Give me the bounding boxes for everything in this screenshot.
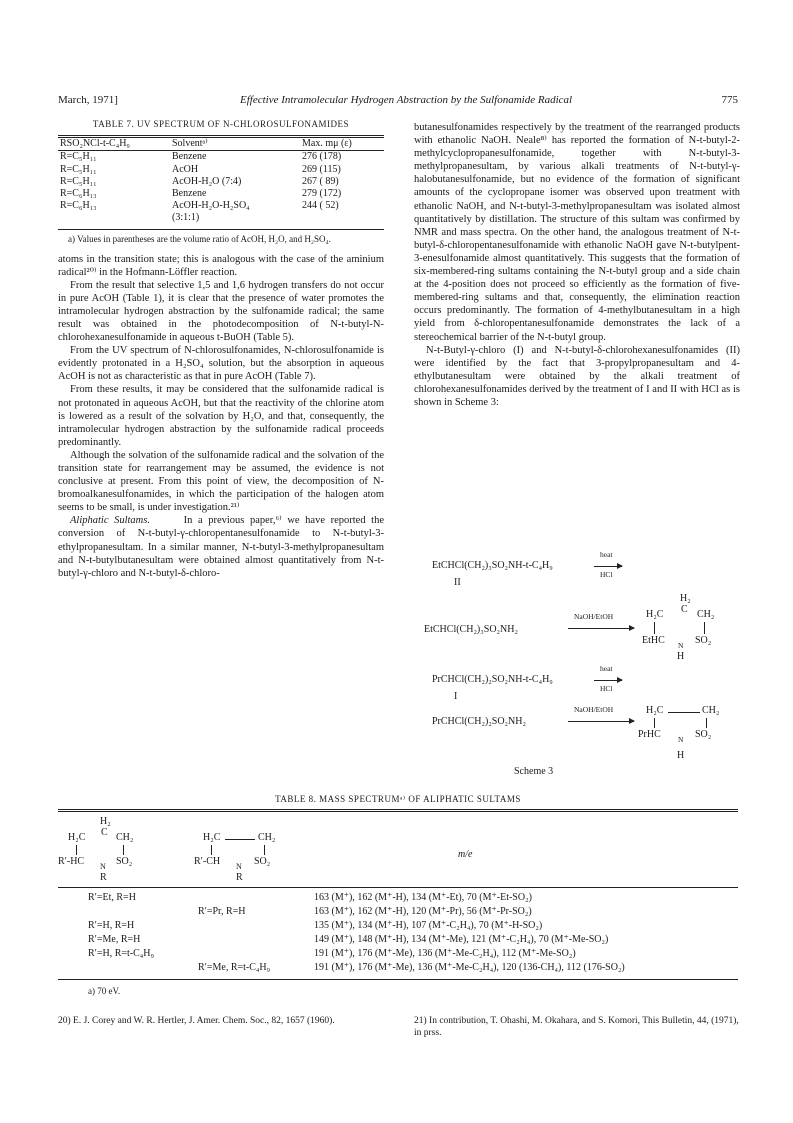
table-cell: Benzene [172, 151, 207, 163]
bond [668, 712, 700, 713]
s2-r: R [236, 872, 243, 883]
table-cell: 267 ( 89) [302, 175, 339, 187]
s2-n: N [236, 862, 242, 871]
hcl-label: HCl [600, 684, 613, 693]
table7-col-compound: RSO₂NCl-t-C₄H₉ [60, 138, 130, 150]
reaction-arrow [594, 680, 622, 681]
s1-rhc: R′-HC [58, 856, 85, 867]
table8-row-me: 149 (M⁺), 148 (M⁺-H), 134 (M⁺-Me), 121 (M⁺-C₂H₄), 70 (M⁺-Me-SO₂) [314, 934, 609, 945]
bond [704, 622, 705, 634]
p2-prhc: PrHC [638, 729, 661, 740]
reaction-arrow [568, 628, 634, 629]
table8 [58, 794, 738, 1019]
bond [654, 718, 655, 728]
table-cell: Benzene [172, 187, 207, 199]
table-cell: R=C₅H₁₁ [60, 163, 97, 175]
table7 [58, 138, 384, 150]
table-cell: AcOH [172, 163, 199, 175]
table8-row-me: 191 (M⁺), 176 (M⁺-Me), 136 (M⁺-Me-C₂H₄), 120 (136-CH₄), 112 (176-SO₂) [314, 962, 625, 973]
footnote-text: 21) In contribution, T. Ohashi, M. Okahara, and S. Komori, This Bulletin, 44, (1971), in prss. [414, 1016, 739, 1038]
s1-h2c: H₂C [68, 832, 86, 843]
table7-body [58, 151, 384, 224]
footnote-20 [58, 1015, 384, 1027]
table-row [58, 188, 384, 200]
table8-row-a: R′=Me, R=H [88, 934, 141, 945]
left-column [58, 118, 384, 580]
heat-label: heat [600, 550, 613, 559]
p1-ethc: EtHC [642, 635, 665, 646]
table-row [58, 164, 384, 176]
footnote-21 [414, 1015, 740, 1039]
table-cell: 269 (115) [302, 163, 341, 175]
running-header [58, 94, 738, 108]
table8-row-me: 191 (M⁺), 176 (M⁺-Me), 136 (M⁺-Me-C₂H₄), 112 (M⁺-Me-SO₂) [314, 948, 576, 959]
table-row [58, 212, 384, 224]
table-cell: AcOH-H₂O (7:4) [172, 175, 242, 187]
table-cell [300, 212, 384, 224]
s2-ch2: CH₂ [258, 832, 276, 843]
hcl-label: HCl [600, 570, 613, 579]
bond [123, 845, 124, 855]
header-title: Effective Intramolecular Hydrogen Abstraction by the Sulfonamide Radical [240, 94, 573, 106]
table7-col-max: Max. mμ (ε) [302, 138, 352, 150]
table8-footnote: a) 70 eV. [88, 986, 121, 996]
table8-row-me: 135 (M⁺), 134 (M⁺-H), 107 (M⁺-C₂H₄), 70 (M⁺-H-SO₂) [314, 920, 543, 931]
p1-h2c: H₂C [646, 609, 664, 620]
table8-row-me: 163 (M⁺), 162 (M⁺-H), 120 (M⁺-Pr), 56 (M⁺-Pr-SO₂) [314, 906, 532, 917]
table8-mid-rule [58, 887, 738, 888]
table-row [58, 200, 384, 212]
bond [654, 622, 655, 634]
reactant-ii: EtCHCl(CH₂)₃SO₂NH-t-C₄H₉ [432, 560, 553, 571]
naoh-label: NaOH/EtOH [574, 705, 614, 714]
table-cell: 276 (178) [302, 151, 342, 163]
paragraph: From these results, it may be considered that the sulfonamide radical is not protonated in aqueous AcOH, but that the reactivity of the chlorine atom is lowered as a result of the solvation by H₂O, and that, consequently, the intramolecular hydrogen abstraction by the sulfonamide radical proceeds predominantly. [58, 384, 384, 448]
paragraph: From the UV spectrum of N-chlorosulfonamides, N-chlorosulfonamide is evidently protonated in a H₂SO₄ solution, but the absorption in aqueous AcOH is not as characteristic as that in pure AcOH (Table 7). [58, 345, 384, 383]
table8-row-b: R′=Pr, R=H [198, 906, 246, 917]
table7-footnote: a) Values in parentheses are the volume ratio of AcOH, H₂O, and H₂SO₄. [68, 233, 331, 244]
table7-col-solvent: Solventᵃ⁾ [172, 138, 208, 150]
page-number: 775 [721, 94, 738, 106]
table8-col-me: m/e [458, 849, 473, 860]
p1-c: C [681, 604, 688, 615]
bond [211, 845, 212, 855]
table-cell: (3:1:1) [172, 212, 200, 224]
p1-h: H [677, 651, 685, 662]
s1-so2: SO₂ [116, 856, 133, 867]
scheme-3 [414, 545, 740, 785]
p2-h: H [677, 750, 685, 761]
table-cell: 279 (172) [302, 187, 342, 199]
table7-caption: TABLE 7. UV SPECTRUM OF N-CHLOROSULFONAMIDES [92, 119, 350, 129]
table-cell: R=C₅H₁₁ [60, 175, 97, 187]
p1-so2: SO₂ [695, 635, 712, 646]
p2-h2c: H₂C [646, 705, 664, 716]
p1-n: N [678, 641, 684, 650]
p2-so2: SO₂ [695, 729, 712, 740]
header-date: March, 1971] [58, 94, 118, 106]
paragraph: N-t-Butyl-γ-chloro (I) and N-t-butyl-δ-chlorohexanesulfonamides (II) were identified by the fact that 3-propylpropanesultam and 4-ethylbutanesultam were obtained by the alkali treatment of chlorohexanesulfonamides derived by the treatment of I and II with HCl as is shown in Scheme 3: [414, 344, 740, 408]
compound-label-i: I [454, 691, 458, 702]
bond [264, 845, 265, 855]
paragraph: From the result that selective 1,5 and 1,6 hydrogen transfers do not occur in pure AcOH (Table 1), it is clear that the presence of water promotes the intramolecular hydrogen abstraction by the sulfonamide radical; the same result was obtained in the photodecomposition of N-t-butyl-N-chlorohexanesulfonamide in aqueous t-BuOH (Table 5). [58, 279, 384, 344]
table8-caption: TABLE 8. MASS SPECTRUMᵃ⁾ OF ALIPHATIC SULTAMS [275, 794, 521, 804]
reactant-amide-2: PrCHCl(CH₂)₂SO₂NH₂ [432, 716, 526, 727]
p1-ch2: CH₂ [697, 609, 715, 620]
section-heading: Aliphatic Sultams. [70, 515, 150, 527]
compound-label-ii: II [454, 577, 461, 588]
naoh-label: NaOH/EtOH [574, 612, 614, 621]
table8-row-a: R′=H, R=t-C₄H₉ [88, 948, 155, 959]
bond [706, 718, 707, 728]
table-cell: 244 ( 52) [302, 200, 339, 212]
table-cell: R=C₆H₁₃ [60, 200, 97, 212]
s1-h2: H₂ [100, 816, 111, 827]
table7-bottom-rule [58, 229, 384, 230]
s1-ch2: CH₂ [116, 832, 134, 843]
s2-h2c: H₂C [203, 832, 221, 843]
s1-c: C [101, 827, 108, 838]
table-cell: R=C₅H₁₁ [60, 151, 97, 163]
footnote-text: 20) E. J. Corey and W. R. Hertler, J. Amer. Chem. Soc., 82, 1657 (1960). [58, 1016, 335, 1026]
reaction-arrow [594, 566, 622, 567]
s1-n: N [100, 862, 106, 871]
table7-header [58, 138, 384, 150]
paragraph: Although the solvation of the sulfonamide radical and the solvation of the transition state for rearrangement may be assumed, the evidence is not conclusive at present. From this point of view, the decomposition of N-bromoalkanesulfonamides, in which the participation of the halogen atom seems to be small, is under investigation.²¹⁾ [58, 449, 384, 514]
p2-ch2: CH₂ [702, 705, 720, 716]
table8-row-a: R′=Et, R=H [88, 892, 136, 903]
reactant-amide-1: EtCHCl(CH₂)₃SO₂NH₂ [424, 624, 518, 635]
reactant-i: PrCHCl(CH₂)₂SO₂NH-t-C₄H₉ [432, 674, 553, 685]
table-row [58, 151, 384, 163]
table8-row-b: R′=Me, R=t-C₄H₉ [198, 962, 271, 973]
bond [225, 839, 255, 840]
p2-n: N [678, 735, 684, 744]
table8-top-rule [58, 809, 738, 812]
table-row [58, 176, 384, 188]
s2-rch: R′-CH [194, 856, 221, 867]
table-cell [58, 212, 170, 224]
table8-row-a: R′=H, R=H [88, 920, 135, 931]
bond [76, 845, 77, 855]
right-column [414, 121, 740, 409]
table-cell: R=C₆H₁₃ [60, 187, 97, 199]
scheme-caption: Scheme 3 [514, 766, 554, 777]
paragraph-text: In a previous paper,⁶⁾ we have reported the conversion of N-t-butyl-γ-chloropentanesulfonamide to N-t-butyl-3-ethylpropanesultam. In a similar manner, N-t-butyl-3-methylpropanesultam and N-t-butylbutanesultam were obtained almost quantitatively from N-t-butyl-γ-chloro and N-t-butyl-δ-chloro- [58, 515, 385, 579]
heat-label: heat [600, 664, 613, 673]
paragraph: atoms in the transition state; this is analogous with the case of the aminium radical²⁰⁾ in the Hofmann-Löffler reaction. [58, 253, 384, 278]
paragraph: butanesulfonamides respectively by the treatment of the rearranged products with ethanolic NaOH. Neale⁸⁾ has reported the formation of N-t-butyl-2-methylcyclopropanesulfonamide, together with N-t-butyl-3-methylpropanesultam, by various alkali treatments of N-t-butyl-γ-halobutanesulfonamide, but no evidence of the formation of significant amounts of the cyclopropane isomer was observed upon treatment with ethanolic NaOH, and N-t-butyl-3-methylpropanesultam was isolated almost quantitatively by distillation. The structure of this sultam was confirmed by NMR and mass spectra. On the other hand, the analogous treatment of N-t-butyl-δ-chloropentanesulfonamide with ethanolic NaOH gave N-t-butylpent-3-enesulfonamide almost quantitatively. This suggests that the formation of six-membered-ring sultams containing the N-t-butyl group and a side chain at the 4-position does not proceed so efficiently as the formation of five-membered-ring sultams and that, consequently, the elimination reaction occurs predominantly. The formation of 4-methylbutanesultam in a high yield from δ-chloropentanesulfonamide demonstrates the lack of a stereochemical barrier of the N-t-butyl group. [414, 122, 740, 343]
p1-h2: H₂ [680, 593, 691, 604]
table8-bottom-rule [58, 979, 738, 980]
table8-row-me: 163 (M⁺), 162 (M⁺-H), 134 (M⁺-Et), 70 (M⁺-Et-SO₂) [314, 892, 532, 903]
s1-r: R [100, 872, 107, 883]
paragraph-aliphatic [58, 514, 384, 579]
s2-so2: SO₂ [254, 856, 271, 867]
table-cell: AcOH-H₂O-H₂SO₄ [172, 200, 250, 212]
reaction-arrow [568, 721, 634, 722]
